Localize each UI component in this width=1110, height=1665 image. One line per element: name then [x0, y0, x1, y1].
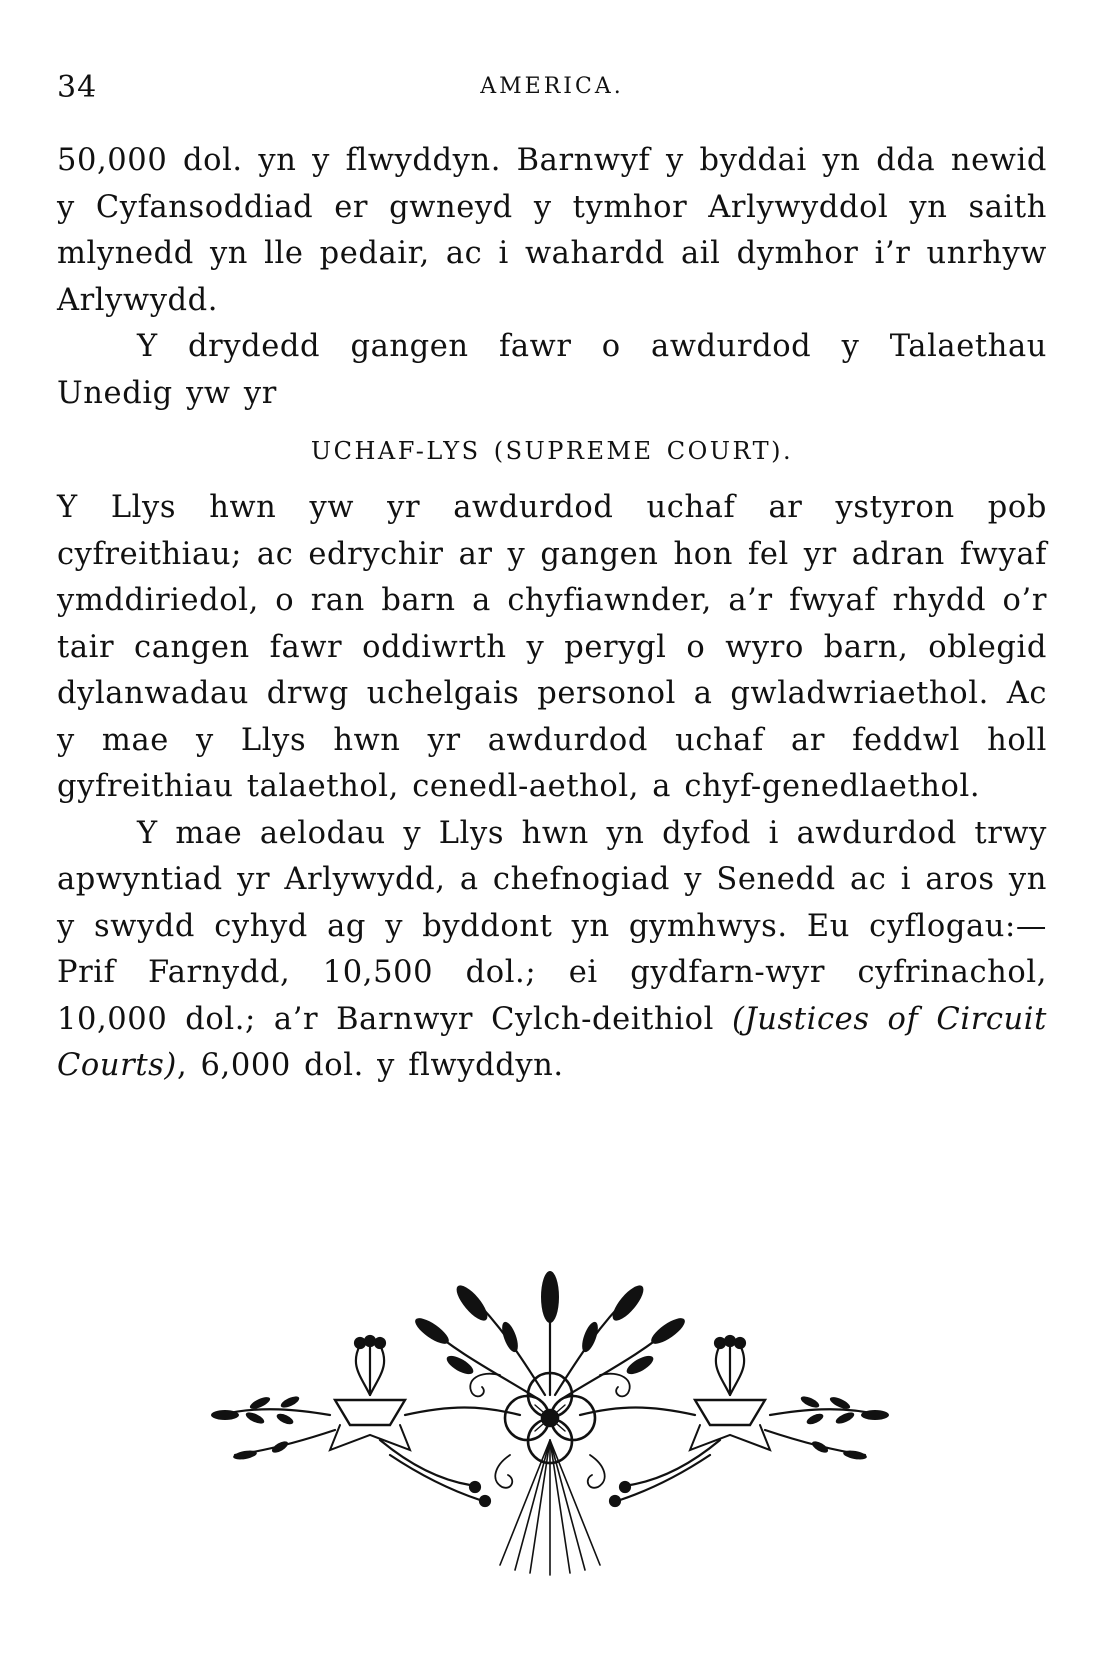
paragraph-2: Y drydedd gangen fawr o awdurdod y Talaethau Unedig yw yr	[57, 329, 1047, 411]
section-heading: UCHAF-LYS (SUPREME COURT).	[310, 437, 794, 465]
right-bell-flower	[580, 1336, 770, 1450]
radiating-lines	[500, 1440, 600, 1575]
paragraph-1: 50,000 dol. yn y flwyddyn. Barnwyf y byddai yn dda newid y Cyfansoddiad er gwneyd y tymhor Arlywyddol yn saith mlynedd yn lle pedair, ac i wahardd ail dymhor i’r unrhyw Arlywydd.	[57, 143, 1047, 318]
paragraph-3: Y Llys hwn yw yr awdurdod uchaf ar ystyron pob cyfreithiau; ac edrychir ar y gangen hon fel yr adran fwyaf ymddiriedol, o ran barn a chyfiawnder, a’r fwyaf rhydd o’r tair cangen fawr oddiwrth y perygl o wyro barn, oblegid dylanwadau drwg uchelgais personol a gwladwriaethol. Ac y mae y Llys hwn yr awdurdod uchaf ar feddwl holl gyfreithiau talaethol, cenedl-aethol, a chyf-genedlaethol.	[57, 490, 1047, 804]
body-text	[57, 138, 1047, 1090]
paragraph-4-text-b: , 6,000 dol. y flwyddyn.	[176, 1048, 564, 1083]
paragraph-4-italic: (Justices of Circuit Courts)	[57, 1001, 1048, 1083]
left-frond	[211, 1394, 490, 1506]
running-head: AMERICA.	[480, 74, 624, 99]
right-frond	[610, 1394, 889, 1506]
left-bell-flower	[330, 1336, 520, 1450]
floral-tailpiece-icon	[210, 1265, 890, 1595]
paragraph-4	[57, 811, 1047, 1090]
page-header	[57, 70, 1047, 110]
paragraph-4-text-a: Y mae aelodau y Llys hwn yn dyfod i awdurdod trwy apwyntiad yr Arlywydd, a chefnogiad y Senedd ac i aros yn y swydd cyhyd ag y byddont yn gymhwys. Eu cyflogau:—Prif Farnydd, 10,500 dol.; ei gydfarn-wyr cyfrinachol, 10,000 dol.; a’r Barnwyr Cylch-deithiol	[57, 815, 1047, 1037]
page-number: 34	[57, 70, 98, 105]
